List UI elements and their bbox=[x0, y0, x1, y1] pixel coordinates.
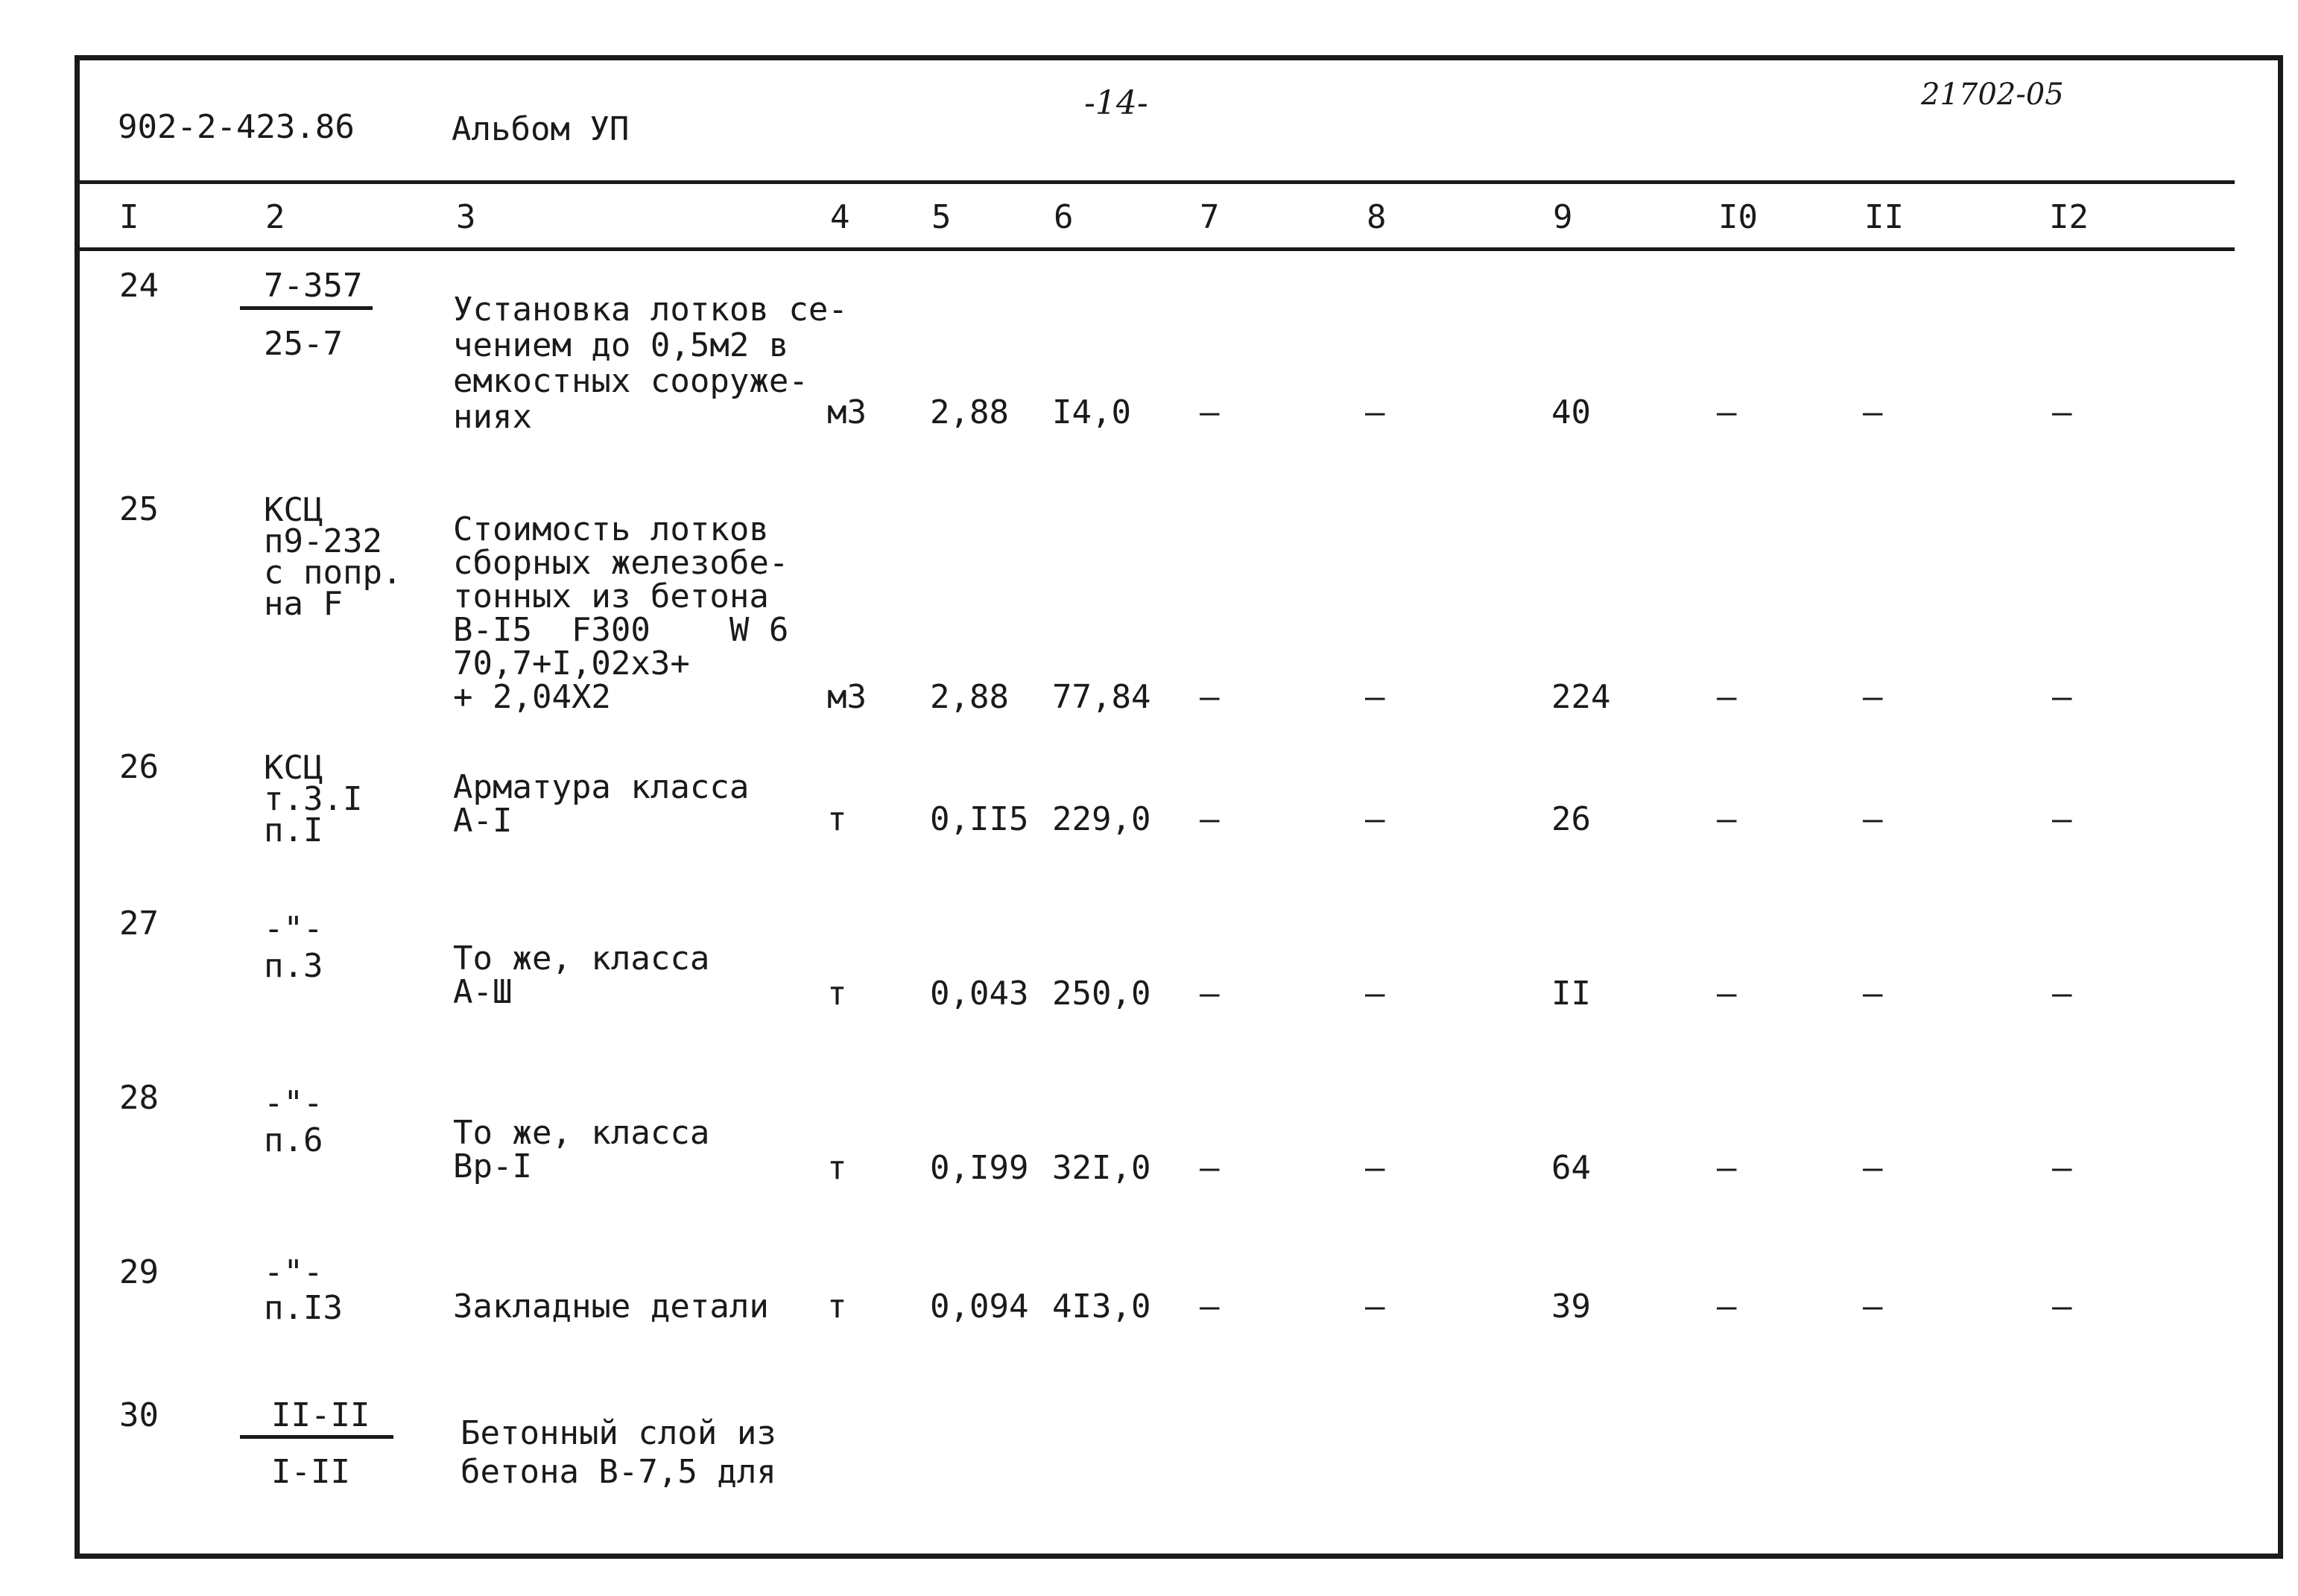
row-col10: – bbox=[1717, 1288, 1737, 1326]
row-description: Стоимость лотков сборных железобе- тонных из бетона В-I5 F300 W 6 70,7+I,02х3+ + 2,04Х2 bbox=[453, 510, 789, 716]
row-col7: – bbox=[1200, 1149, 1220, 1187]
row-col9: 40 bbox=[1551, 393, 1591, 431]
document-number: 902-2-423.86 bbox=[118, 108, 355, 146]
row-number: 27 bbox=[119, 905, 159, 943]
row-quantity: 2,88 bbox=[930, 678, 1009, 716]
row-price: 32I,0 bbox=[1052, 1149, 1151, 1187]
row-unit: т bbox=[827, 1149, 847, 1187]
row-col8: – bbox=[1365, 1149, 1385, 1187]
document-sheet bbox=[75, 55, 2283, 1559]
fraction-line bbox=[240, 306, 373, 310]
row-col8: – bbox=[1365, 1288, 1385, 1326]
row-number: 29 bbox=[119, 1253, 159, 1291]
row-quantity: 0,II5 bbox=[930, 800, 1029, 838]
row-number: 30 bbox=[119, 1396, 159, 1434]
row-unit: м3 bbox=[827, 678, 867, 716]
row-col8: – bbox=[1365, 800, 1385, 838]
row-col10: – bbox=[1717, 975, 1737, 1013]
row-unit: м3 bbox=[827, 393, 867, 431]
row-number: 24 bbox=[119, 267, 159, 305]
row-number: 25 bbox=[119, 490, 159, 528]
row-col11: – bbox=[1863, 678, 1883, 716]
row-col10: – bbox=[1717, 800, 1737, 838]
column-header: 5 bbox=[931, 198, 952, 236]
code-numerator: 7-357 bbox=[264, 267, 363, 305]
row-description: То же, класса Вр-I bbox=[453, 1114, 710, 1185]
row-col11: – bbox=[1863, 800, 1883, 838]
row-description: Бетонный слой из бетона В-7,5 для bbox=[460, 1414, 776, 1491]
column-header: I2 bbox=[2049, 198, 2089, 236]
row-col9: II bbox=[1551, 975, 1591, 1013]
row-price: 229,0 bbox=[1052, 800, 1151, 838]
row-col11: – bbox=[1863, 1288, 1883, 1326]
column-header: I bbox=[119, 198, 139, 236]
column-header: 7 bbox=[1200, 198, 1220, 236]
row-description: То же, класса А-Ш bbox=[453, 940, 710, 1011]
row-col8: – bbox=[1365, 678, 1385, 716]
row-col7: – bbox=[1200, 975, 1220, 1013]
row-number: 28 bbox=[119, 1079, 159, 1117]
row-col9: 64 bbox=[1551, 1149, 1591, 1187]
row-unit: т bbox=[827, 975, 847, 1013]
row-col9: 26 bbox=[1551, 800, 1591, 838]
row-col10: – bbox=[1717, 1149, 1737, 1187]
column-header: II bbox=[1864, 198, 1904, 236]
row-quantity: 2,88 bbox=[930, 393, 1009, 431]
row-number: 26 bbox=[119, 748, 159, 786]
row-col10: – bbox=[1717, 393, 1737, 431]
row-col7: – bbox=[1200, 1288, 1220, 1326]
row-col7: – bbox=[1200, 678, 1220, 716]
column-header: I0 bbox=[1718, 198, 1758, 236]
column-header: 6 bbox=[1054, 198, 1074, 236]
header-rule-bottom bbox=[80, 247, 2235, 251]
header-rule-top bbox=[80, 180, 2235, 184]
row-quantity: 0,094 bbox=[930, 1288, 1029, 1326]
album-title: Альбом УП bbox=[452, 110, 630, 148]
row-col11: – bbox=[1863, 1149, 1883, 1187]
row-code: -"- п.6 bbox=[264, 1084, 323, 1159]
row-col12: – bbox=[2052, 393, 2072, 431]
row-col12: – bbox=[2052, 1149, 2072, 1187]
row-description: Закладные детали bbox=[453, 1288, 769, 1326]
row-col11: – bbox=[1863, 393, 1883, 431]
fraction-line bbox=[240, 1435, 393, 1439]
page-number: -14- bbox=[1084, 84, 1148, 122]
row-quantity: 0,043 bbox=[930, 975, 1029, 1013]
row-col9: 39 bbox=[1551, 1288, 1591, 1326]
row-unit: т bbox=[827, 800, 847, 838]
code-numerator: II-II bbox=[271, 1396, 370, 1434]
row-col12: – bbox=[2052, 975, 2072, 1013]
column-header: 4 bbox=[830, 198, 850, 236]
archive-number: 21702-05 bbox=[1921, 77, 2064, 112]
column-header: 2 bbox=[265, 198, 285, 236]
row-col9: 224 bbox=[1551, 678, 1611, 716]
row-col8: – bbox=[1365, 393, 1385, 431]
row-price: 250,0 bbox=[1052, 975, 1151, 1013]
row-description: Установка лотков се- чением до 0,5м2 в емкостных сооруже- ниях bbox=[453, 291, 848, 436]
row-col12: – bbox=[2052, 800, 2072, 838]
row-col12: – bbox=[2052, 1288, 2072, 1326]
row-code: КСЦ т.3.I п.I bbox=[264, 749, 363, 849]
code-denominator: 25-7 bbox=[264, 325, 343, 363]
code-denominator: I-II bbox=[271, 1453, 350, 1491]
column-header: 8 bbox=[1367, 198, 1387, 236]
row-col8: – bbox=[1365, 975, 1385, 1013]
row-description: Арматура класса А-I bbox=[453, 768, 750, 840]
row-code: -"- п.3 bbox=[264, 910, 323, 985]
row-col7: – bbox=[1200, 800, 1220, 838]
row-code: -"- п.I3 bbox=[264, 1253, 343, 1327]
row-price: 77,84 bbox=[1052, 678, 1151, 716]
row-price: I4,0 bbox=[1052, 393, 1131, 431]
row-col10: – bbox=[1717, 678, 1737, 716]
row-col11: – bbox=[1863, 975, 1883, 1013]
row-code: КСЦ п9-232 с попр. на F bbox=[264, 491, 402, 623]
column-header: 3 bbox=[456, 198, 476, 236]
row-unit: т bbox=[827, 1288, 847, 1326]
column-header: 9 bbox=[1553, 198, 1573, 236]
row-price: 4I3,0 bbox=[1052, 1288, 1151, 1326]
row-col7: – bbox=[1200, 393, 1220, 431]
row-quantity: 0,I99 bbox=[930, 1149, 1029, 1187]
row-col12: – bbox=[2052, 678, 2072, 716]
